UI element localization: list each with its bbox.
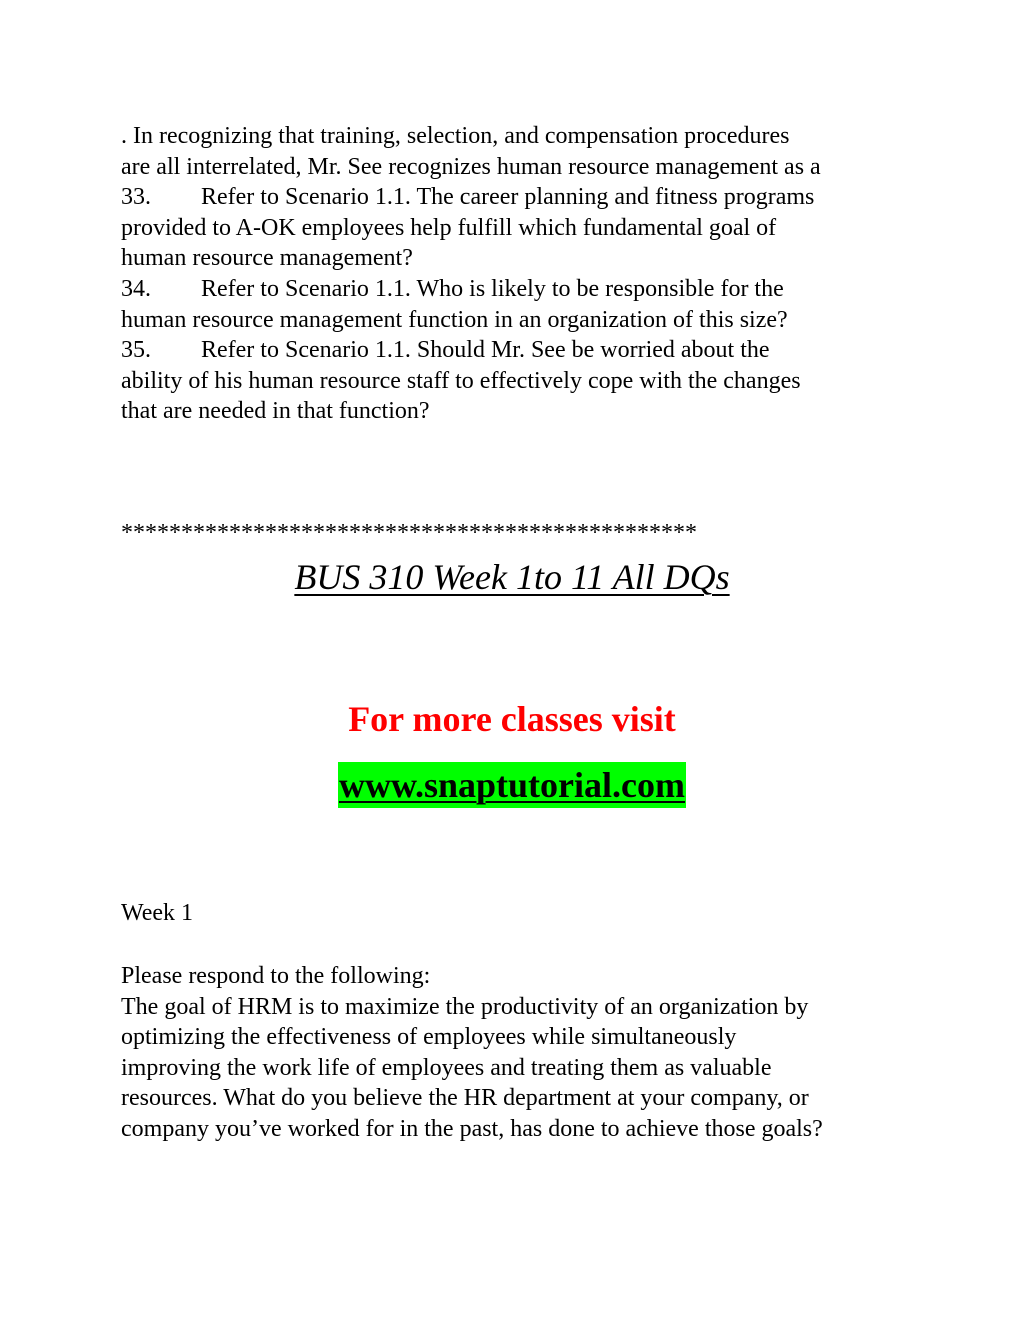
question-34 xyxy=(121,274,921,305)
question-35 xyxy=(121,335,921,366)
week-prompt-line-3: optimizing the effectiveness of employees while simultaneously xyxy=(121,1024,737,1051)
question-33-number: 33. xyxy=(121,184,151,211)
week-prompt-line-5: resources. What do you believe the HR department at your company, or xyxy=(121,1085,809,1112)
question-34-number: 34. xyxy=(121,275,151,302)
question-33-line-3: human resource management? xyxy=(121,245,413,272)
question-35-line-2: ability of his human resource staff to effectively cope with the changes xyxy=(121,367,801,394)
site-link[interactable]: www.snaptutorial.com xyxy=(338,762,686,808)
question-33 xyxy=(121,182,921,213)
site-link-wrap xyxy=(0,762,1024,808)
dq-title: BUS 310 Week 1to 11 All DQs xyxy=(294,557,730,597)
question-35-number: 35. xyxy=(121,337,151,364)
week-prompt-line-1: Please respond to the following: xyxy=(121,963,431,989)
intro-line-1: . In recognizing that training, selection, and compensation procedures xyxy=(121,123,790,149)
week-prompt-line-4: improving the work life of employees and treating them as valuable xyxy=(121,1054,772,1081)
promo-text: For more classes visit xyxy=(348,699,676,739)
question-33-line-2: provided to A-OK employees help fulfill which fundamental goal of xyxy=(121,214,777,241)
asterisk-separator: ************************************************ xyxy=(121,520,697,546)
week-prompt-block xyxy=(121,961,921,1145)
week-prompt-line-2: The goal of HRM is to maximize the productivity of an organization by xyxy=(121,993,809,1020)
question-34-line-2: human resource management function in an organization of this size? xyxy=(121,306,788,333)
question-35-line-3: that are needed in that function? xyxy=(121,398,430,425)
week-label: Week 1 xyxy=(121,900,194,926)
question-33-text: Refer to Scenario 1.1. The career planning and fitness programs xyxy=(201,184,815,211)
question-text-block xyxy=(121,121,921,427)
question-34-text: Refer to Scenario 1.1. Who is likely to be responsible for the xyxy=(201,275,784,302)
week-prompt-line-6: company you’ve worked for in the past, has done to achieve those goals? xyxy=(121,1115,823,1142)
intro-line-2: are all interrelated, Mr. See recognizes human resource management as a xyxy=(121,153,821,180)
question-35-text: Refer to Scenario 1.1. Should Mr. See be worried about the xyxy=(201,337,770,364)
